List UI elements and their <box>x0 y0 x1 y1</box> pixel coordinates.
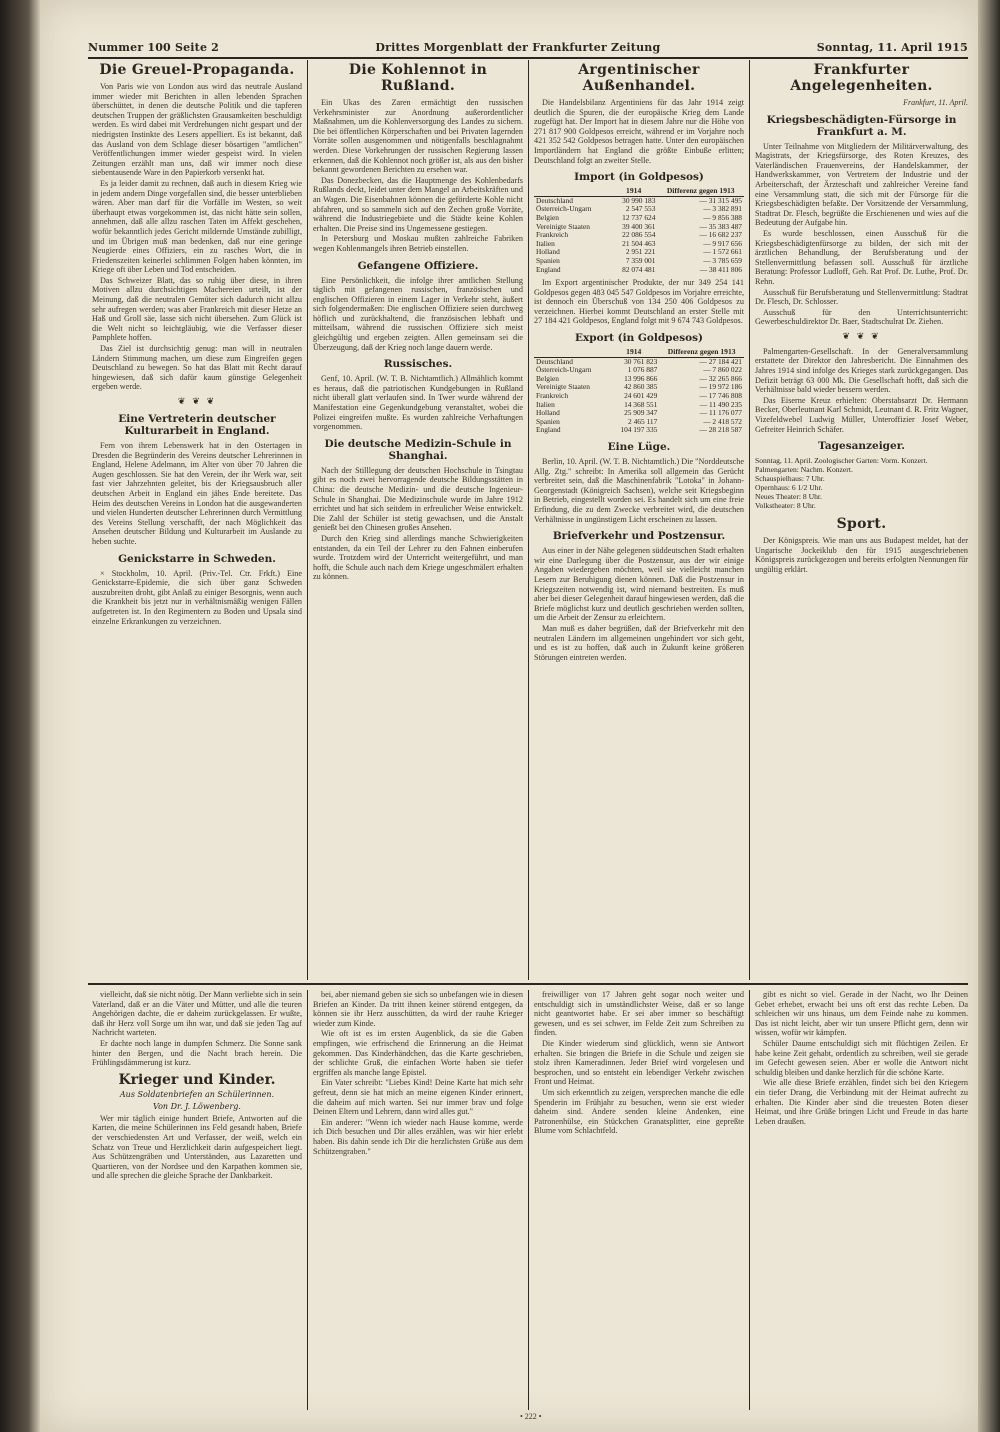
table-row <box>534 426 744 435</box>
article-title: Russisches. <box>383 358 453 371</box>
table-cell: 13 996 866 <box>624 373 658 383</box>
article-body <box>92 990 302 1068</box>
table-cell: Holland <box>536 408 560 418</box>
table-cell: 2 465 117 <box>628 416 658 426</box>
table-cell: 39 400 361 <box>622 221 656 231</box>
table-cell: 42 860 385 <box>624 382 658 392</box>
table-cell: — 28 218 587 <box>699 425 742 435</box>
paragraph: Ein Ukas des Zaren ermächtigt den russischen Verkehrsminister zur Anordnung außerordentlicher Maßnahmen, um die Kohlenversorgung des Landes zu sichern. Die bei öffentlichen Körperschaften und bei Privaten lagernden Vorräte sollen ausgenommen und nötigenfalls beschlagnahmt werden. Diese Vorkehrungen der russischen Regierung lassen erkennen, daß die Kohlennot noch größer ist, als aus den bisher bekannt gewordenen Berichten zu ersehen war. <box>313 98 523 175</box>
column-rule <box>528 60 529 980</box>
table-title: Export (in Goldpesos) <box>574 332 703 345</box>
export-table <box>534 348 744 435</box>
paragraph: Im Export argentinischer Produkte, der nur 349 254 141 Goldpesos gegen 483 045 547 Goldpesos im Vorjahre erreichte, ist dennoch ein Überschuß von 134 250 406 Goldpesos zu verzeichnen. Hierbei kommt Deutschland an erster Stelle mit 27 184 421 Goldpesos, England folgt mit 9 674 743 Goldpesos. <box>534 278 744 326</box>
binding-gutter <box>0 0 40 1432</box>
issue-date: Sonntag, 11. April 1915 <box>816 40 968 54</box>
table-cell: 22 086 554 <box>622 230 656 240</box>
feuilleton-title: Krieger und Kinder. <box>118 1071 276 1088</box>
section-title: Frankfurter Angelegenheiten. <box>790 62 933 94</box>
paragraph: Es ja leider damit zu rechnen, daß auch in diesem Krieg wie in jedem andern Dinge vorgefallen sind, die besser unterblieben wären. Aber man darf für die Vorfälle im Westen, so weit überhaupt etwas vorgekommen ist, das nicht hätte sein sollen, annehmen, daß alle allzu raschen Taten im Affekt geschehen, wofür bekanntlich jedes Gericht mildernde Umstände zubilligt, und im Übrigen muß man bedenken, daß nur eine geringe Neugierde eines Offiziers, ein zu rasches Wort, die in Friedenszeiten keinerlei schlimmen Folgen haben könnten, im Kriege oft über Leben und Tod entscheiden. <box>92 178 302 275</box>
table-cell: Österreich-Ungarn <box>536 204 592 214</box>
table-cell: 2 951 221 <box>625 247 656 257</box>
column-rule <box>307 60 308 980</box>
table-cell: Italien <box>536 238 555 248</box>
article-body <box>313 466 523 582</box>
sport-title: Sport. <box>836 516 887 533</box>
table-cell: 24 601 429 <box>624 391 658 401</box>
paragraph: Um sich erkenntlich zu zeigen, versprechen manche die edle Spenderin im Frühjahr zu besuchen, wenn sie erst wieder daheim sind. Andere senden kleine Andenken, eine Patronenhülse, ein Stückchen Granatsplitter, eine gepreßte Blume vom Schlachtfeld. <box>534 1087 744 1136</box>
table-cell: Vereinigte Staaten <box>536 221 590 231</box>
article-body <box>92 441 302 547</box>
table-cell: 2 547 553 <box>625 204 656 214</box>
table-cell: — 32 265 866 <box>699 373 742 383</box>
table-cell: — 7 860 022 <box>703 365 742 375</box>
table-title: Import (in Goldpesos) <box>574 171 704 184</box>
article-title: Eine Vertreterin deutscher Kulturarbeit in England. <box>118 413 276 437</box>
program-item: Volkstheater: 8 Uhr. <box>755 501 816 511</box>
table-cell: — 9 856 388 <box>703 212 742 222</box>
paragraph: Man muß es daher begrüßen, daß der Briefverkehr mit den neutralen Ländern im allgemeinen ungehindert vor sich geht, und es ist zu hoffen, daß auch in Zukunft keine größeren Störungen eintreten werden. <box>534 623 744 662</box>
table-cell: — 9 917 656 <box>703 238 742 248</box>
column-kohlennot <box>313 60 523 980</box>
paragraph: Genf, 10. April. (W. T. B. Nichtamtlich.) Allmählich kommt es heraus, daß die patriotischen Kundgebungen in Rußland nicht überall glatt verlaufen sind. In Twer wurde während der Manifestation eine Gegenkundgebung veranstaltet, wobei die Polizei eingreifen mußte. Es wurden zahlreiche Verhaftungen vorgenommen. <box>313 374 523 432</box>
column-argentinien <box>534 60 744 980</box>
program-item: Neues Theater: 8 Uhr. <box>755 492 822 502</box>
article-title: Die Greuel-Propaganda. <box>99 62 295 78</box>
table-cell: — 35 383 487 <box>699 221 742 231</box>
paragraph: Schüler Daume entschuldigt sich mit flüchtigen Zeilen. Er habe keine Zeit gehabt, ordentlich zu schreiben, weil sie gerade im Gefecht gewesen seien. Aber er wolle die Antwort nicht schuldig bleiben und danke herzlich für die schöne Karte. <box>755 1038 968 1077</box>
article-body <box>313 990 523 1156</box>
feuilleton-column-1 <box>92 990 302 1410</box>
table-cell: — 31 315 495 <box>699 195 742 205</box>
table-cell: England <box>536 264 561 274</box>
program-item: Sonntag, 11. April. Zoologischer Garten: Vorm. Konzert. <box>755 456 928 466</box>
article-title: Die deutsche Medizin-Schule in Shanghai. <box>324 437 512 462</box>
table-cell: — 3 382 891 <box>703 204 742 214</box>
table-header: Differenz gegen 1913 <box>657 187 744 196</box>
table-cell: — 1 572 661 <box>703 247 742 257</box>
program-item: Opernhaus: 6 1/2 Uhr. <box>755 483 823 493</box>
article-title: Gefangene Offiziere. <box>357 259 479 272</box>
paragraph: Wie oft ist es im ersten Augenblick, da sie die Gaben empfingen, wie erfrischend die Erinnerung an die Heimat gekommen. Das Kinderhändchen, das die Karte geschrieben, der schlichte Gruß, die einfachen Worte haben sie tiefer ergriffen als manche lange Epistel. <box>313 1029 523 1077</box>
column-rule <box>749 60 750 980</box>
column-frankfurt <box>755 60 968 980</box>
running-header <box>88 38 968 56</box>
table-cell: Vereinigte Staaten <box>536 382 590 392</box>
issue-page-label: Nummer 100 Seite 2 <box>88 40 220 54</box>
article-body <box>313 374 523 432</box>
feuilleton-rule <box>88 983 968 985</box>
table-cell: — 11 490 235 <box>699 399 742 409</box>
table-header: 1914 <box>608 348 659 357</box>
paragraph: Die Handelsbilanz Argentiniens für das Jahr 1914 zeigt deutlich die Spuren, die der europäische Krieg dem Lande zugefügt hat. Der Import hat in diesem Jahre nur die Höhe von 271 817 900 Goldpesos erreicht, während er im Vorjahre noch 421 352 542 Goldpesos betragen hatte. Unter den europäischen Importländern hat England die größte Einbuße erlitten; Deutschland folgt an zweiter Stelle. <box>534 98 744 165</box>
paragraph: Ausschuß für den Unterrichtsunterricht: Gewerbeschuldirektor Dr. Baer, Stadtschulrat Dr. Ziehen. <box>755 307 968 327</box>
table-cell: — 27 184 421 <box>699 356 742 366</box>
article-body <box>313 98 523 254</box>
section-ornament: ❦ ❦ ❦ <box>177 397 217 407</box>
column-rule <box>307 990 308 1410</box>
table-cell: Deutschland <box>536 356 573 366</box>
feuilleton-subtitle: Aus Soldatenbriefen an Schülerinnen. <box>119 1089 275 1099</box>
table-cell: — 11 176 077 <box>699 408 742 418</box>
table-cell: Spanien <box>536 416 560 426</box>
paragraph: Das Ziel ist durchsichtig genug: man will in neutralen Ländern Stimmung machen, um diese zum Eingreifen gegen Deutschland zu bewegen. So hat das Blatt mit Recht darauf hingewiesen, daß sich dafür kaum günstige Gelegenheit ergeben werde. <box>92 344 302 392</box>
article-body <box>755 347 968 434</box>
table-cell: Belgien <box>536 212 559 222</box>
table-cell: 30 990 183 <box>622 195 656 205</box>
paragraph: Das Schweizer Blatt, das so ruhig über diese, in ihren Motiven allzu durchsichtigen Machereien urteilt, ist der Meinung, daß die neutralen Gemüter sich dadurch nicht allzu sehr aufregen werden; was aber Frankreich mit dieser Hetze an Haß und Groll säe, lasse sich nicht übersehen. Zum Glück ist die Welt nicht so leichtgläubig, wie die Verfasser dieser Pamphlete hoffen. <box>92 275 302 343</box>
dateline: Frankfurt, 11. April. <box>903 98 968 107</box>
paragraph: Das Donezbecken, das die Hauptmenge des Kohlenbedarfs Rußlands deckt, leidet unter dem Mangel an Arbeitskräften und an Wagen. Die Eisenbahnen können die geförderte Kohle nicht abfahren, und so sammeln sich auf den Zechen große Vorräte, während die Industriegebiete und die Städte keine Kohlen erhalten. Die Preise sind ins Ungemessene gestiegen. <box>313 175 523 233</box>
author-byline: Von Dr. J. Löwenberg. <box>153 1101 241 1111</box>
feuilleton-column-4 <box>755 990 968 1410</box>
paragraph: Eine Persönlichkeit, die infolge ihrer amtlichen Stellung täglich mit gefangenen russischen, französischen und englischen Offizieren in einem Lager in Verkehr steht, äußert sich folgendermaßen: Die englischen Offiziere seien durchweg höflich und zurückhaltend, die französischen lebhaft und mitteilsam, während die russischen Offiziere sich meist gleichgültig und ergeben zeigten. Allen gemeinsam sei die Überzeugung, daß der Krieg noch lange dauern werde. <box>313 275 523 352</box>
column-rule <box>749 990 750 1410</box>
feuilleton-column-2 <box>313 990 523 1410</box>
table-cell: — 38 411 806 <box>699 264 742 274</box>
program-title: Tagesanzeiger. <box>818 440 905 453</box>
table-header <box>534 348 608 357</box>
paragraph: Fern von ihrem Lebenswerk hat in den Ostertagen in Dresden die Begründerin des Vereins deutscher Lehrerinnen in England, Helene Adelmann, im Alter von über 70 Jahren die Augen geschlossen. Sie hat den Verein, der ihr Werk war, seit fast vier Jahrzehnten geleitet, bis der Kriegsausbruch aller deutschen Arbeit in England ein jähes Ende bereitete. Das Heim des deutschen Vereins in London hat die ausgewanderten und vielen Hunderten deutscher Lehrerinnen durch Vermittlung des Vereins Stellung verschafft, der nach Möglichkeit das Ansehen deutscher Bildung und Kulturarbeit im Auslande zu heben suchte. <box>92 441 302 546</box>
feuilleton-column-3 <box>534 990 744 1410</box>
paragraph: Die Kinder wiederum sind glücklich, wenn sie Antwort erhalten. Sie bringen die Briefe in die Schule und zeigen sie stolz ihren Kameradinnen. Jeder Brief wird vorgelesen und besprochen, und so entsteht ein lebendiger Verkehr zwischen Front und Heimat. <box>534 1038 744 1087</box>
article-body <box>313 276 523 353</box>
table-cell: — 19 972 186 <box>699 382 742 392</box>
table-header: Differenz gegen 1913 <box>659 348 744 357</box>
table-cell: 25 909 347 <box>624 408 658 418</box>
table-cell: Frankreich <box>536 391 569 401</box>
article-title: Kriegsbeschädigten-Fürsorge in Frankfurt a. M. <box>766 113 957 138</box>
paragraph: In Petersburg und Moskau mußten zahlreiche Fabriken wegen Kohlenmangels ihren Betrieb einstellen. <box>313 234 523 253</box>
article-body <box>534 98 744 165</box>
table-cell: Frankreich <box>536 230 569 240</box>
table-cell: Deutschland <box>536 195 573 205</box>
program-item: Palmengarten: Nachm. Konzert. <box>755 465 853 475</box>
paragraph: Wie alle diese Briefe erzählen, findet sich bei den Kriegern ein tiefer Drang, die Verbindung mit der Heimat aufrecht zu erhalten. Die Kinder aber sind die treuesten Boten dieser Heimat, und ihre Grüße bringen Licht und Freude in das harte Leben draußen. <box>755 1078 968 1126</box>
paragraph: Nach der Stilllegung der deutschen Hochschule in Tsingtau gibt es noch zwei hervorragende deutsche Bildungsstätten in China: die deutsche Medizin- und die deutsche Ingenieur-Schule in Shanghai. Die Medizinschule wurde im Jahre 1912 errichtet und hat sich seitdem in erfreulicher Weise entwickelt. Die Zahl der Schüler ist stetig gewachsen, und die Anstalt genießt bei den Chinesen großes Ansehen. <box>313 465 523 533</box>
table-cell: Österreich-Ungarn <box>536 365 592 375</box>
article-body <box>92 82 302 392</box>
paragraph: bei, aber niemand geben sie sich so unbefangen wie in diesen Briefen an Kinder. Da tritt ihnen keiner störend entgegen, da können sie ihr Herz ausschütten, da wird der rauhe Krieger wieder zum Kinde. <box>313 990 523 1028</box>
table-cell: — 16 682 237 <box>699 230 742 240</box>
article-body <box>755 536 968 574</box>
program-item: Schauspielhaus: 7 Uhr. <box>755 474 825 484</box>
paragraph: Von Paris wie von London aus wird das neutrale Ausland immer wieder mit Berichten in allen lebenden Sprachen überschüttet, in denen die deutsche Politik und die tapferen deutschen Truppen der gräßlichsten Grausamkeiten beschuldigt werden. Es wird dabei mit Verdrehungen nicht gespart und der niedrigsten Instinkte des Lesers appelliert. Es ist bekannt, daß das Ausland von dem Schlage dieser bösartigen "amtlichen" Veröffentlichungen immer wieder gespeist wird. In vielen Zeitungen erzählt man uns, daß wir immer noch diese siebentausende Ware in den Papierkorb versenkt hat. <box>92 82 302 178</box>
header-rule <box>88 57 968 59</box>
table-cell: 21 504 463 <box>622 238 656 248</box>
paragraph: vielleicht, daß sie nicht nötig. Der Mann verliebte sich in sein Vaterland, daß er an die Väter und Mütter, und alle die teuren Angehörigen dachte, die er daheim zurückgelassen. Er wußte, daß ihr Herz voll Sorge um ihn war, und daß sie jeden Tag auf Nachricht warteten. <box>92 990 302 1038</box>
table-cell: England <box>536 425 561 435</box>
table-cell: 7 359 001 <box>625 255 656 265</box>
paragraph: × Stockholm, 10. April. (Priv.-Tel. Ctr. Frkft.) Eine Genickstarre-Epidemie, die sich über ganz Schweden auszubreiten droht, gibt Anlaß zu einiger Besorgnis, wenn auch die Krankheit bis jetzt nur in verhältnismäßig wenigen Fällen aufgetreten ist. In den Regimentern zu Boden und Upsala sind einzelne Erkrankungen zu verzeichnen. <box>92 568 302 626</box>
table-cell: Italien <box>536 399 555 409</box>
paragraph: Der Königspreis. Wie man uns aus Budapest meldet, hat der Ungarische Jockeiklub den für 1915 ausgeschriebenen Königspreis zurückgezogen und bereits erfolgten Nennungen für ungültig erklärt. <box>755 536 968 574</box>
paragraph: Durch den Krieg sind allerdings manche Schwierigkeiten entstanden, da ein Teil der Lehrer zu den Fahnen einberufen wurde. Trotzdem wird der Unterricht weitergeführt, und man hofft, die Schule auch nach dem Kriege ungeschmälert erhalten zu können. <box>313 533 523 582</box>
page-footer-mark: • 222 • <box>520 1412 542 1421</box>
table-cell: Spanien <box>536 255 560 265</box>
paragraph: Es wurde beschlossen, einen Ausschuß für die Kriegsbeschädigtenfürsorge zu bilden, der sich mit der ärztlichen Behandlung, der Berufsberatung und der Stellenvermittlung befassen soll. Ausschuß für ärztliche Beratung: Professor Ludloff, Geh. Rat Prof. Dr. Luthe, Prof. Dr. Rehn. <box>755 228 968 286</box>
table-cell: Belgien <box>536 373 559 383</box>
paragraph: Ausschuß für Berufsberatung und Stellenvermittlung: Stadtrat Dr. Flesch, Dr. Schlosser. <box>755 287 968 307</box>
paragraph: Berlin, 10. April. (W. T. B. Nichtamtlich.) Die "Norddeutsche Allg. Ztg." schreibt: In Amerika soll allgemein das Gerücht verbreitet sein, daß die Maschinenfabrik "Lotoka" in Johann-Georgenstadt (Königreich Sachsen), welche seit Kriegsbeginn in Betrieb, eingestellt worden sei. Es handelt sich um eine freie Erfindung, die zu dem Zwecke verbreitet wird, die deutschen Verhältnisse in ungünstigem Licht erscheinen zu lassen. <box>534 457 744 524</box>
paragraph: gibt es nicht so viel. Gerade in der Nacht, wo Ihr Deinen Gebet erhebet, erwacht bei uns oft erst das rechte Leben. Da schleichen wir uns hinaus, um dem Feinde nahe zu kommen. Das ist nicht leicht, aber wir tun unsere Pflicht gern, denn wir wissen, wofür wir kämpfen. <box>755 990 968 1038</box>
table-cell: 12 737 624 <box>622 212 656 222</box>
article-title: Genickstarre in Schweden. <box>118 552 276 565</box>
paragraph: Aus einer in der Nähe gelegenen süddeutschen Stadt erhalten wir eine Darlegung über die Postzensur, aus der wir einige Angaben wiedergeben möchten, weil sie vielleicht manchen Lesern zur Beruhigung dienen können. Daß die Postzensur in Kriegszeiten notwendig ist, wird niemand bestreiten. Es muß aber bei dieser Gelegenheit darauf hingewiesen werden, daß die Briefe möglichst kurz und deutlich geschrieben werden sollten, um die Arbeit der Zensur zu erleichtern. <box>534 546 744 623</box>
table-cell: 104 197 335 <box>620 425 658 435</box>
article-body <box>534 278 744 326</box>
article-title: Die Kohlennot in Rußland. <box>348 62 488 94</box>
article-title: Argentinischer Außenhandel. <box>578 62 700 94</box>
paragraph: Das Eiserne Kreuz erhielten: Oberstabsarzt Dr. Hermann Becker, Oberleutnant Karl Schmidt, Leutnant d. R. Fritz Wagner, Vizefeldwebel Ludwig Müller, Unteroffizier Josef Weber, Gefreiter Heinrich Schäfer. <box>755 395 968 434</box>
paragraph: Unter Teilnahme von Mitgliedern der Militärverwaltung, des Magistrats, der Kriegsfürsorge, des Roten Kreuzes, des Vaterländischen Frauenvereins, der Handelskammer, der Handwerkskammer, von Vertretern der Industrie und der Arbeiterschaft, der Ärzteschaft und zahlreicher Vereine fand eine Versammlung statt, die sich mit der Fürsorge für die Kriegsbeschädigten befaßte. Der Vorsitzende der Versammlung, Stadtrat Dr. Flesch, begrüßte die Erschienenen und wies auf die Bedeutung der Aufgabe hin. <box>755 141 968 228</box>
table-cell: — 2 418 572 <box>703 416 742 426</box>
table-cell: — 17 746 808 <box>699 391 742 401</box>
article-body <box>92 1114 302 1181</box>
paragraph: Ein anderer: "Wenn ich wieder nach Hause komme, werde ich Dich besuchen und Dir alles erzählen, was wir hier erlebt haben. Bis dahin sende ich Dir die herzlichsten Grüße aus dem Schützengraben." <box>313 1117 523 1156</box>
import-table <box>534 187 744 274</box>
table-cell: Holland <box>536 247 560 257</box>
masthead-label: Drittes Morgenblatt der Frankfurter Zeitung <box>375 40 661 54</box>
section-ornament: ❦ ❦ ❦ <box>842 331 881 342</box>
article-body <box>534 546 744 662</box>
table-cell: 30 761 823 <box>624 356 658 366</box>
column-rule <box>528 990 529 1410</box>
table-header <box>534 187 610 196</box>
table-cell: 14 368 551 <box>624 399 658 409</box>
table-cell: 1 076 887 <box>627 365 658 375</box>
article-title: Briefverkehr und Postzensur. <box>552 530 726 543</box>
paragraph: Palmengarten-Gesellschaft. In der Generalversammlung erstattete der Direktor den Jahresbericht. Die Einnahmen des Jahres 1914 sind infolge des Krieges stark zurückgegangen. Das Defizit beträgt 63 000 Mk. Die Gesellschaft hofft, daß sich die Verhältnisse bald wieder bessern werden. <box>755 346 968 395</box>
paragraph: freiwilliger von 17 Jahren geht sogar noch weiter und entschuldigt sich in umständlichster Weise, daß er so lange nicht geantwortet habe. Er sei aber immer so beschäftigt gewesen, und es sei schwer, im Felde Zeit zum Schreiben zu finden. <box>534 990 744 1038</box>
program-list <box>755 456 968 510</box>
table-cell: 82 074 481 <box>622 264 656 274</box>
table-cell: — 3 785 659 <box>703 255 742 265</box>
table-header: 1914 <box>610 187 658 196</box>
article-body <box>755 990 968 1126</box>
article-body <box>755 142 968 327</box>
paragraph: Ein Vater schreibt: "Liebes Kind! Deine Karte hat mich sehr gefreut, denn sie hat mich an meine eigenen Kinder erinnert, die daheim auf mich warten. Sei nur immer brav und folge Deinen Eltern und Lehrern, dann wird alles gut." <box>313 1078 523 1117</box>
page-edge <box>978 0 1000 1432</box>
article-body <box>534 990 744 1136</box>
article-body <box>92 569 302 627</box>
article-title: Eine Lüge. <box>607 441 671 453</box>
article-body <box>534 457 744 524</box>
column-greuel <box>92 60 302 980</box>
paragraph: Wer mir täglich einige hundert Briefe, Antworten auf die Karten, die meine Schülerinnen ins Feld gesandt haben, Briefe der verschiedensten Art und Verfasser, der weiß, welch ein Schatz von Treue und Herzlichkeit darin aufgespeichert liegt. Aus Schützengräben und Unterständen, aus Lazaretten und Quartieren, von der Nordsee und den Karpathen kommen sie, und alle sprechen die gleiche Sprache der Dankbarkeit. <box>92 1113 302 1181</box>
table-row <box>534 266 744 275</box>
paragraph: Er dachte noch lange in dumpfen Schmerz. Die Sonne sank hinter den Bergen, und die Nacht brach herein. Die Frühlingsdämmerung ist kurz. <box>92 1038 302 1068</box>
